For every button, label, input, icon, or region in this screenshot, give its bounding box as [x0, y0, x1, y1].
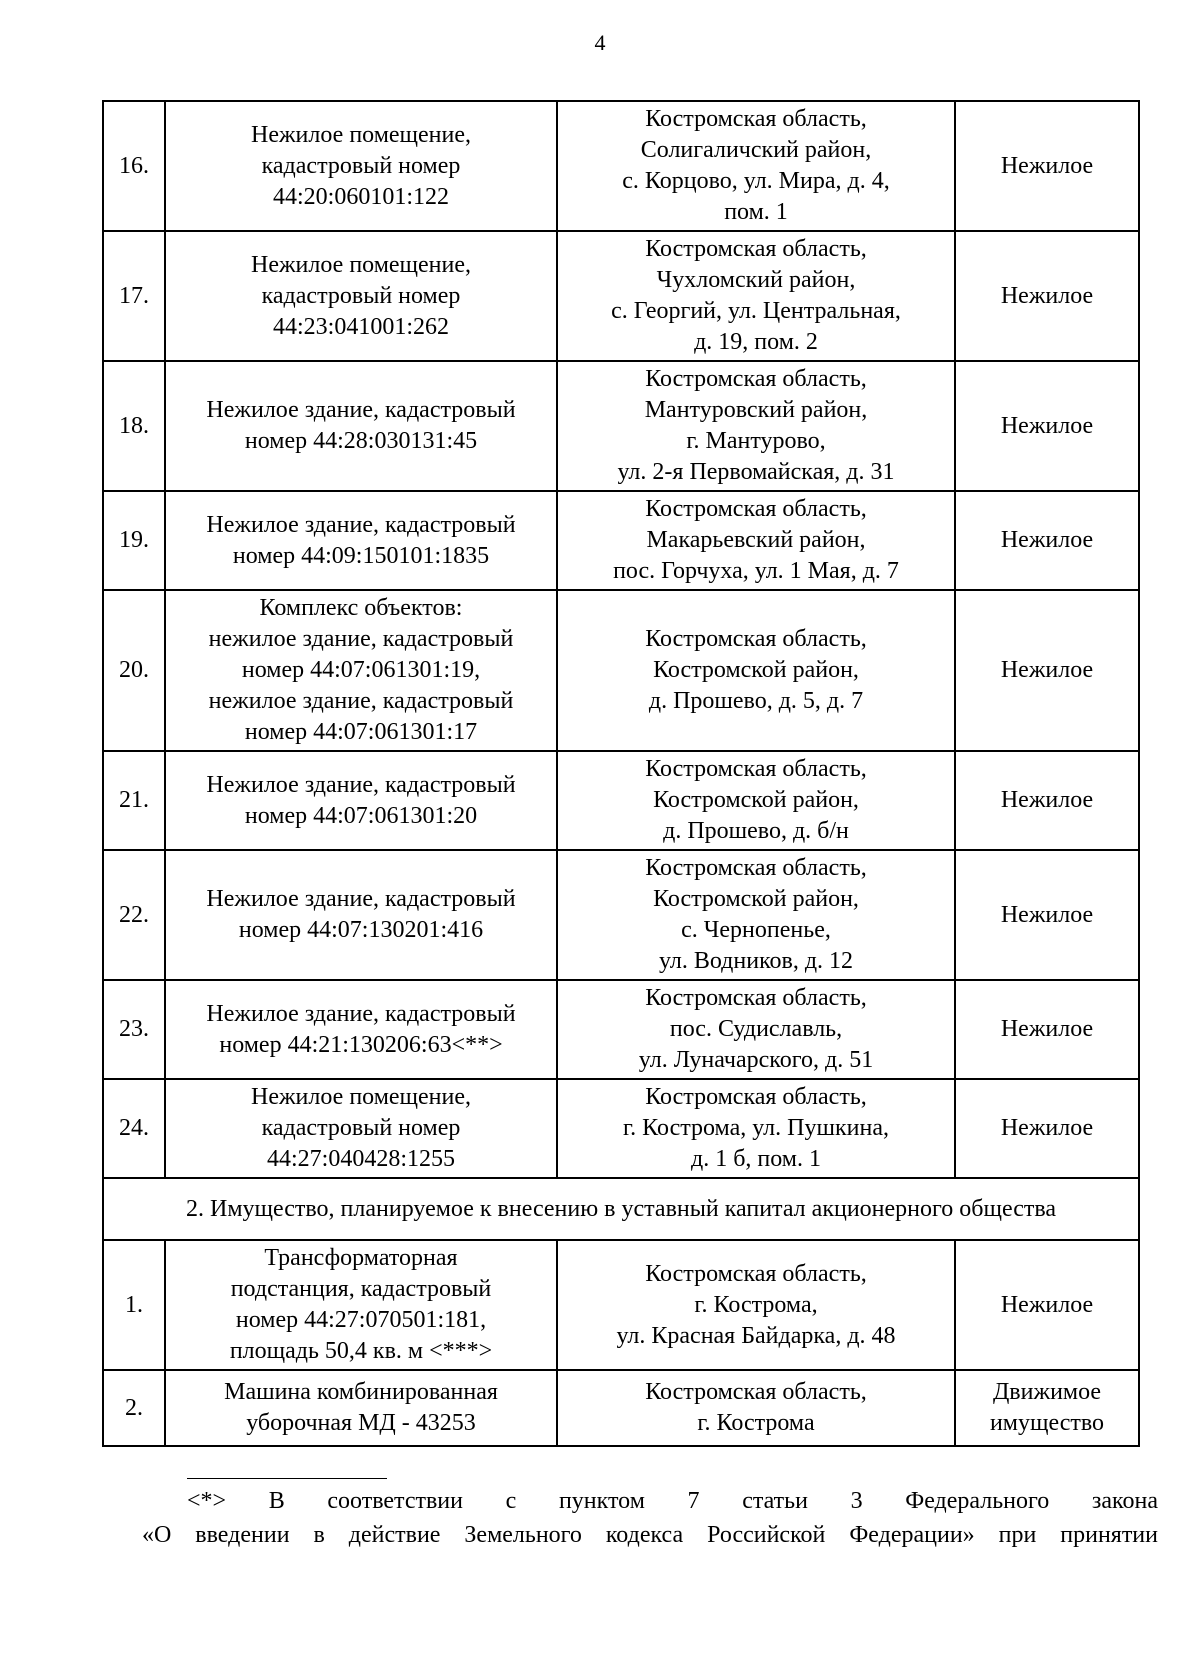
object-name-cell: Нежилое здание, кадастровый номер 44:21:130206:63<**>	[165, 980, 557, 1079]
row-number-cell: 16.	[103, 101, 165, 231]
object-name-cell: Нежилое здание, кадастровый номер 44:09:150101:1835	[165, 491, 557, 590]
object-name-cell: Нежилое помещение, кадастровый номер 44:27:040428:1255	[165, 1079, 557, 1178]
address-cell: Костромская область, Костромской район, д. Прошево, д. б/н	[557, 751, 955, 850]
object-name-cell: Машина комбинированная уборочная МД - 43253	[165, 1370, 557, 1446]
object-type-cell: Нежилое	[955, 1240, 1139, 1370]
table-row	[103, 1240, 1139, 1370]
table-row	[103, 101, 1139, 231]
row-number-cell: 2.	[103, 1370, 165, 1446]
table-row	[103, 590, 1139, 751]
address-cell: Костромская область, пос. Судиславль, ул. Луначарского, д. 51	[557, 980, 955, 1079]
section-header-row	[103, 1178, 1139, 1240]
row-number-cell: 20.	[103, 590, 165, 751]
object-type-cell: Нежилое	[955, 1079, 1139, 1178]
table-row	[103, 361, 1139, 491]
object-name-cell: Нежилое помещение, кадастровый номер 44:20:060101:122	[165, 101, 557, 231]
table-row	[103, 1370, 1139, 1446]
property-table	[102, 100, 1140, 1447]
object-type-cell: Нежилое	[955, 980, 1139, 1079]
address-cell: Костромская область, Солигаличский район, с. Корцово, ул. Мира, д. 4, пом. 1	[557, 101, 955, 231]
object-name-cell: Нежилое здание, кадастровый номер 44:28:030131:45	[165, 361, 557, 491]
object-name-cell: Нежилое здание, кадастровый номер 44:07:061301:20	[165, 751, 557, 850]
footnote-line-1: <*> В соответствии с пунктом 7 статьи 3 Федерального закона	[187, 1488, 1158, 1514]
address-cell: Костромская область, Чухломский район, с. Георгий, ул. Центральная, д. 19, пом. 2	[557, 231, 955, 361]
object-type-cell: Нежилое	[955, 101, 1139, 231]
object-name-cell: Нежилое помещение, кадастровый номер 44:23:041001:262	[165, 231, 557, 361]
table-row	[103, 491, 1139, 590]
object-type-cell: Нежилое	[955, 590, 1139, 751]
object-type-cell: Нежилое	[955, 850, 1139, 980]
object-type-cell: Нежилое	[955, 361, 1139, 491]
table-row	[103, 980, 1139, 1079]
object-name-cell: Трансформаторная подстанция, кадастровый номер 44:27:070501:181, площадь 50,4 кв. м <***>	[165, 1240, 557, 1370]
object-type-cell: Нежилое	[955, 231, 1139, 361]
address-cell: Костромская область, Макарьевский район, пос. Горчуха, ул. 1 Мая, д. 7	[557, 491, 955, 590]
object-type-cell: Движимое имущество	[955, 1370, 1139, 1446]
address-cell: Костромская область, г. Кострома, ул. Пушкина, д. 1 б, пом. 1	[557, 1079, 955, 1178]
table-row	[103, 850, 1139, 980]
row-number-cell: 19.	[103, 491, 165, 590]
object-type-cell: Нежилое	[955, 491, 1139, 590]
address-cell: Костромская область, Костромской район, с. Чернопенье, ул. Водников, д. 12	[557, 850, 955, 980]
page-number: 4	[594, 30, 606, 55]
address-cell: Костромская область, Костромской район, д. Прошево, д. 5, д. 7	[557, 590, 955, 751]
table-row	[103, 751, 1139, 850]
row-number-cell: 23.	[103, 980, 165, 1079]
table-row	[103, 1079, 1139, 1178]
address-cell: Костромская область, г. Кострома, ул. Красная Байдарка, д. 48	[557, 1240, 955, 1370]
section-title: 2. Имущество, планируемое к внесению в уставный капитал акционерного общества	[103, 1178, 1139, 1240]
row-number-cell: 24.	[103, 1079, 165, 1178]
row-number-cell: 1.	[103, 1240, 165, 1370]
object-name-cell: Нежилое здание, кадастровый номер 44:07:130201:416	[165, 850, 557, 980]
object-name-cell: Комплекс объектов: нежилое здание, кадастровый номер 44:07:061301:19, нежилое здание, кадастровый номер 44:07:061301:17	[165, 590, 557, 751]
address-cell: Костромская область, Мантуровский район, г. Мантурово, ул. 2-я Первомайская, д. 31	[557, 361, 955, 491]
address-cell: Костромская область, г. Кострома	[557, 1370, 955, 1446]
table-row	[103, 231, 1139, 361]
object-type-cell: Нежилое	[955, 751, 1139, 850]
row-number-cell: 22.	[103, 850, 165, 980]
footnote	[142, 1484, 1158, 1552]
row-number-cell: 18.	[103, 361, 165, 491]
row-number-cell: 21.	[103, 751, 165, 850]
footnote-separator	[187, 1478, 387, 1479]
footnote-line-2: «О введении в действие Земельного кодекса Российской Федерации» при принятии	[142, 1522, 1158, 1548]
row-number-cell: 17.	[103, 231, 165, 361]
